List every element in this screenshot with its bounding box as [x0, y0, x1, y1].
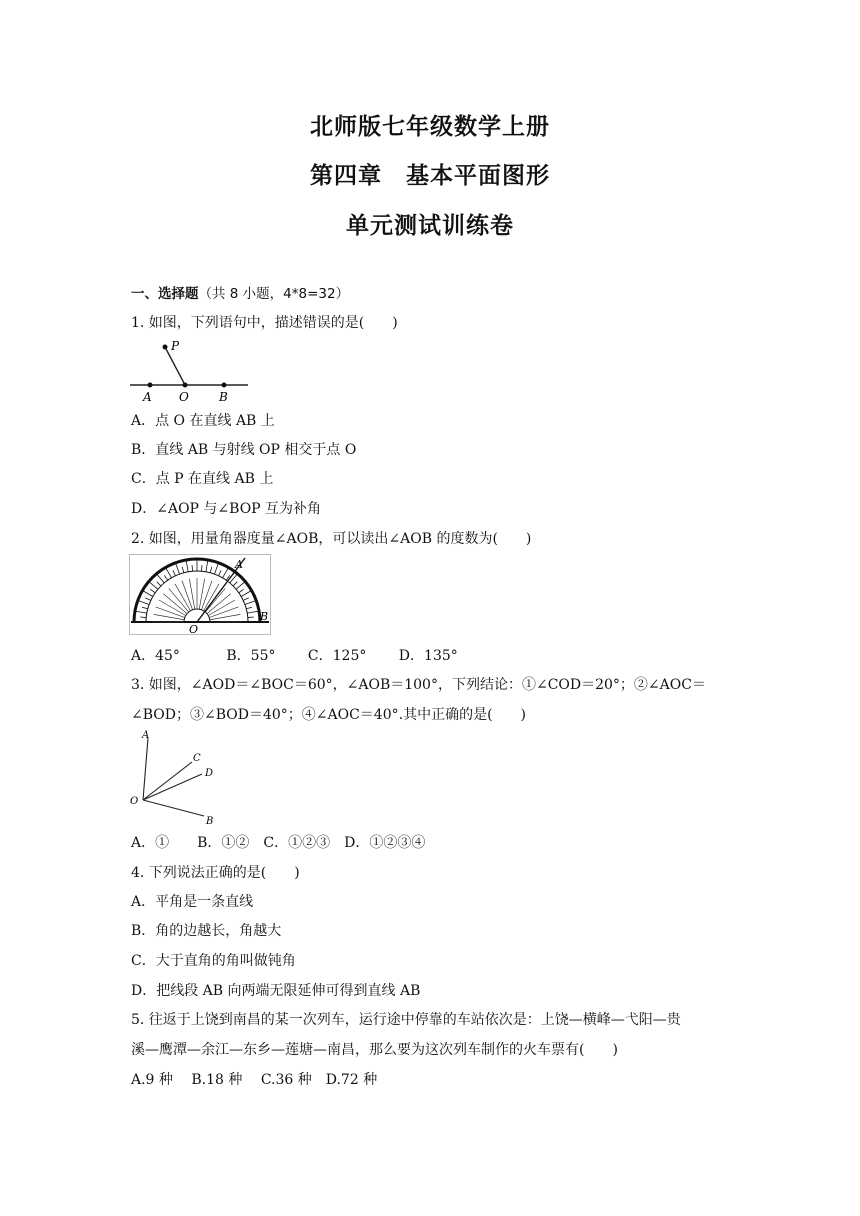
question-2-figure	[129, 554, 272, 636]
protractor-tick	[136, 611, 147, 613]
protractor-tick	[139, 601, 149, 605]
label-b: B	[260, 610, 269, 623]
label-d: D	[205, 768, 214, 779]
protractor-tick	[150, 589, 155, 592]
question-4-option-c: C．大于直角的角叫做钝角	[131, 953, 296, 969]
ray-oc	[143, 762, 192, 800]
protractor-tick	[246, 607, 252, 609]
question-5-stem-line-2: 溪—鹰潭—余江—东乡—莲塘—南昌，那么要为这次列车制作的火车票有( )	[131, 1042, 618, 1058]
question-2-stem: 2. 如图，用量角器度量∠AOB，可以读出∠AOB 的度数为( )	[131, 531, 532, 547]
protractor-tick	[233, 582, 237, 586]
point-a	[148, 383, 153, 388]
protractor-tick	[241, 591, 251, 597]
ray-ob	[143, 800, 204, 816]
label-o: O	[179, 390, 189, 404]
protractor-tick	[243, 598, 248, 601]
protractor-tick	[140, 617, 146, 618]
protractor-tick	[145, 598, 150, 601]
question-4-option-a: A．平角是一条直线	[131, 894, 254, 910]
question-5-stem-line-1: 5. 往返于上饶到南昌的某一次列车，运行途中停靠的车站依次是：上饶—横峰—弋阳—贵	[131, 1012, 681, 1028]
point-b	[222, 383, 227, 388]
test-title: 单元测试训练卷	[346, 213, 514, 239]
protractor-tick	[173, 570, 176, 575]
protractor-radial-line	[205, 588, 225, 612]
protractor-tick	[236, 582, 244, 589]
label-b: B	[206, 816, 214, 827]
question-1-option-a: A．点 O 在直线 AB 上	[131, 413, 275, 429]
protractor-tick	[182, 567, 184, 573]
protractor-tick	[219, 570, 222, 575]
label-a: A	[235, 558, 243, 571]
protractor-tick	[214, 564, 218, 574]
question-3-stem-line-1: 3. 如图，∠AOD＝∠BOC＝60°，∠AOB＝100°，下列结论：①∠COD＝20°；②∠AOC＝	[131, 677, 706, 693]
label-c: C	[193, 753, 201, 764]
protractor-radial-line	[199, 579, 204, 610]
label-p: P	[171, 339, 180, 353]
protractor-tick	[210, 567, 212, 573]
protractor-tick	[201, 565, 202, 571]
ray-od	[143, 774, 202, 800]
question-2-options: A．45° B．55° C．125° D．135°	[131, 648, 458, 664]
protractor-radial-line	[189, 579, 194, 610]
question-5-options: A.9 种 B.18 种 C.36 种 D.72 种	[131, 1072, 378, 1088]
protractor-tick	[142, 607, 148, 609]
protractor-tick	[247, 611, 258, 613]
protractor-tick	[143, 591, 153, 597]
protractor-tick	[245, 601, 255, 605]
protractor-radial-line	[154, 614, 185, 619]
label-o: O	[189, 623, 199, 636]
protractor-tick	[166, 568, 172, 578]
protractor-tick	[157, 582, 161, 586]
protractor-tick	[206, 561, 208, 572]
question-3-stem-line-2: ∠BOD；③∠BOD＝40°；④∠AOC＝40°.其中正确的是( )	[131, 707, 526, 723]
question-1-option-b: B．直线 AB 与射线 OP 相交于点 O	[131, 442, 357, 458]
ray-oa	[143, 738, 148, 800]
label-o: O	[130, 796, 139, 807]
protractor-tick	[248, 617, 254, 618]
question-1-option-c: C．点 P 在直线 AB 上	[131, 471, 274, 487]
protractor-radial-line	[169, 588, 189, 612]
question-3-figure	[128, 728, 228, 828]
label-b: B	[219, 390, 228, 404]
protractor-radial-line	[163, 594, 187, 614]
question-1-option-d: D．∠AOP 与∠BOP 互为补角	[131, 501, 322, 517]
section-heading-label: 一、选择题	[131, 286, 199, 302]
protractor-tick	[192, 565, 193, 571]
question-4-option-d: D．把线段 AB 向两端无限延伸可得到直线 AB	[131, 983, 421, 999]
protractor-tick	[157, 575, 164, 583]
protractor-tick	[150, 582, 158, 589]
protractor-tick	[239, 589, 244, 592]
point-o	[183, 383, 188, 388]
question-1-figure	[128, 337, 253, 405]
document-title: 北师版七年级数学上册	[310, 114, 550, 140]
question-1-stem: 1. 如图，下列语句中，描述错误的是( )	[131, 315, 398, 331]
section-heading-note: （共 8 小题，4*8=32）	[198, 286, 350, 302]
label-a: A	[143, 390, 152, 404]
question-4-stem: 4. 下列说法正确的是( )	[131, 865, 300, 881]
section-heading	[131, 285, 349, 303]
protractor-tick	[164, 575, 167, 580]
protractor-tick	[186, 561, 188, 572]
label-a: A	[142, 730, 150, 741]
question-4-option-b: B．角的边越长，角越大	[131, 923, 282, 939]
protractor-tick	[223, 568, 229, 578]
protractor-tick	[176, 564, 180, 574]
protractor-radial-line	[210, 614, 241, 619]
point-p	[163, 345, 168, 350]
question-3-options: A．① B．①② C．①②③ D．①②③④	[131, 835, 426, 851]
chapter-title: 第四章 基本平面图形	[310, 163, 550, 189]
